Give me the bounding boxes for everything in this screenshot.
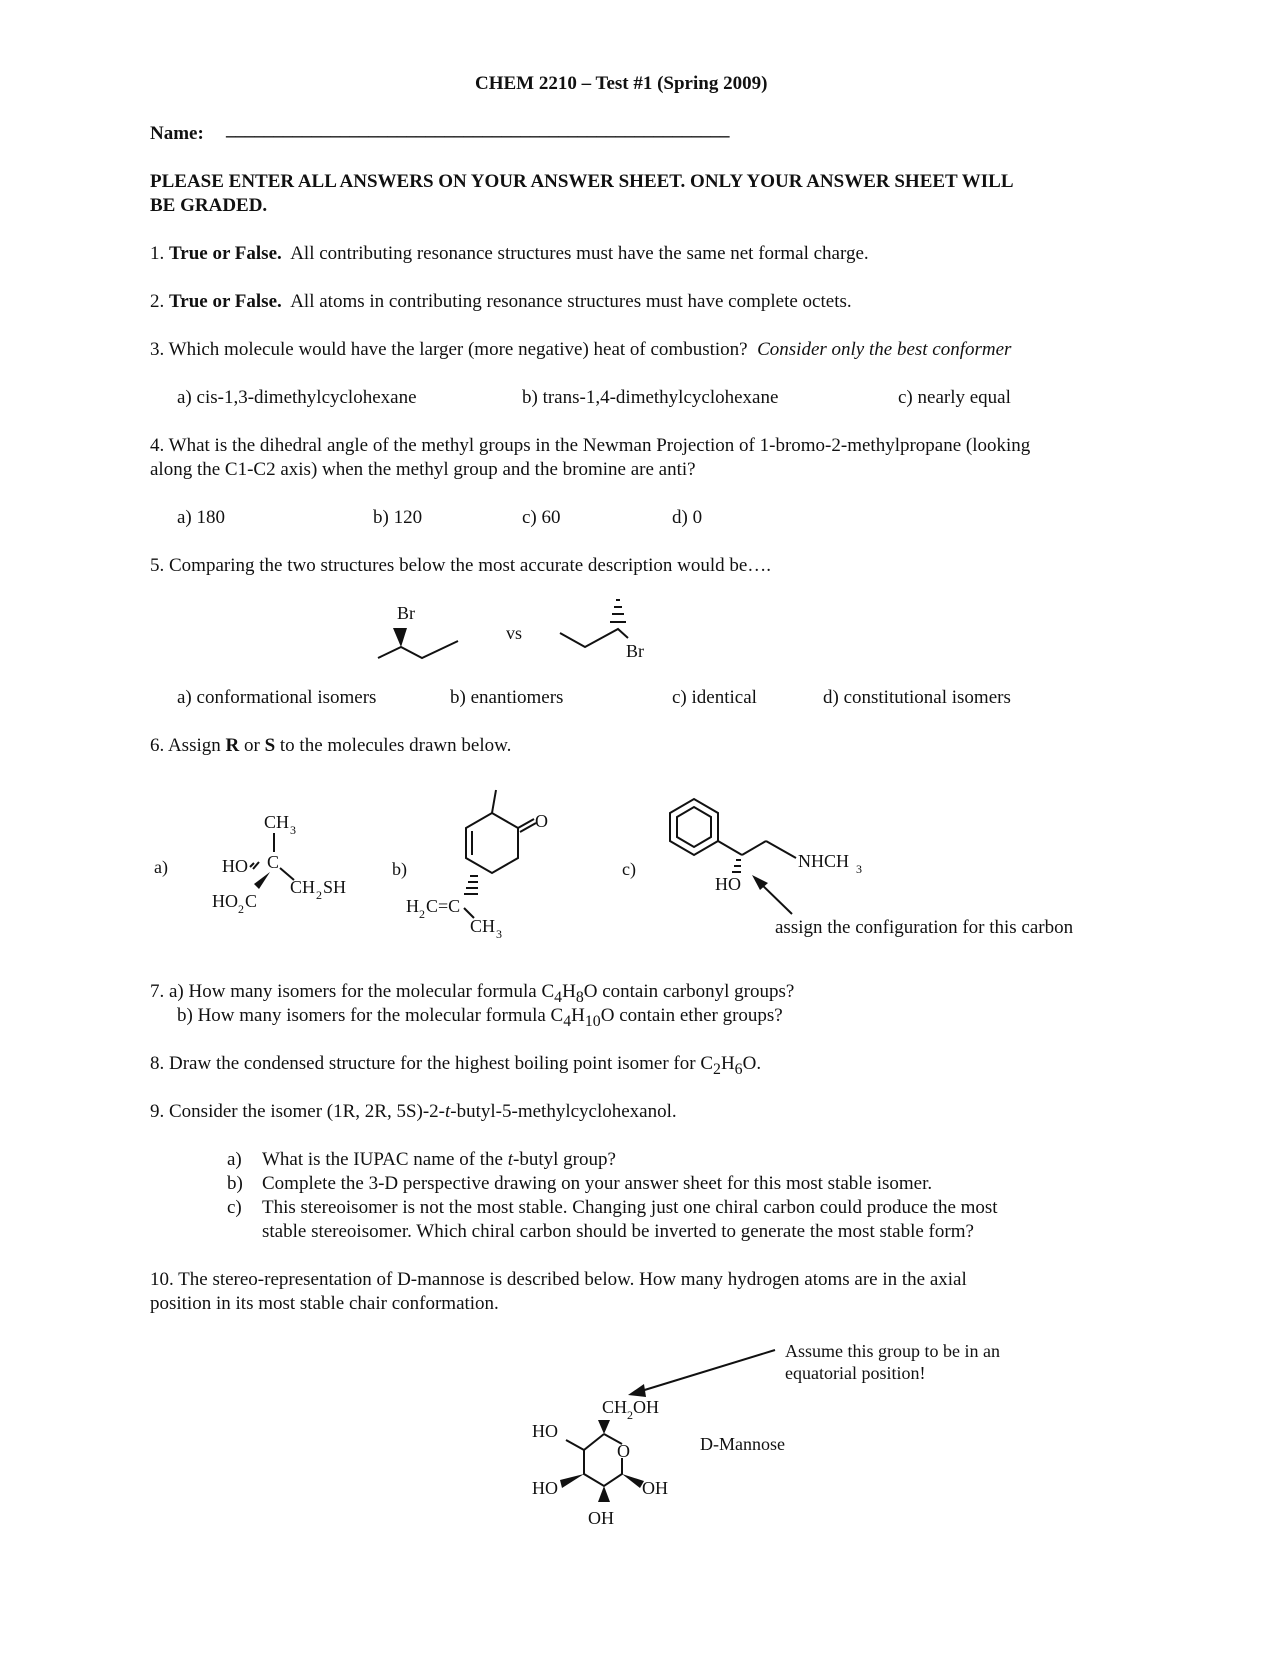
question-10: 10. The stereo-representation of D-mannose is described below. How many hydrogen atoms are in the axial xyxy=(150,1269,967,1290)
q6b-o: O xyxy=(535,811,548,831)
q6a-molecule xyxy=(150,810,380,920)
q9-t: t xyxy=(445,1101,451,1122)
q9a-pre: What is the IUPAC name of the xyxy=(262,1149,503,1170)
q5-structures xyxy=(370,600,670,670)
q4-option-a: a) 180 xyxy=(177,507,226,528)
q6-or: or xyxy=(243,735,260,756)
q9-post: -butyl-5-methylcyclohexanol. xyxy=(450,1101,677,1122)
q6b-h2c-sub: 2 xyxy=(419,907,425,921)
q10-wedge-bottom xyxy=(598,1486,610,1502)
q10-note: Assume this group to be in an xyxy=(785,1341,1000,1361)
page-title: CHEM 2210 – Test #1 (Spring 2009) xyxy=(475,73,768,94)
q5-vs: vs xyxy=(506,623,523,643)
q6b-molecule xyxy=(380,790,580,960)
q10-oh-bottom: OH xyxy=(588,1508,614,1528)
q7b-sub1: 4 xyxy=(563,1012,572,1030)
q6b-co-2 xyxy=(520,823,536,832)
question-9 xyxy=(150,1100,677,1124)
q6-r: R xyxy=(225,735,240,756)
q10-hash-bond xyxy=(566,1440,584,1450)
question-8 xyxy=(150,1052,761,1082)
q6c-label: c) xyxy=(622,859,636,879)
q3-option-b: b) trans-1,4-dimethylcyclohexane xyxy=(522,387,779,408)
q10-oh-right: OH xyxy=(642,1478,668,1498)
q7b-pre: b) How many isomers for the molecular formula C xyxy=(177,1005,564,1026)
q6a-ch2sh-sub: 2 xyxy=(316,888,322,902)
q6b-ring xyxy=(466,813,518,873)
q8-sub2: 6 xyxy=(734,1060,743,1078)
q7b-h: H xyxy=(571,1005,585,1026)
q6a-hash-a xyxy=(250,863,254,867)
q10-wedge-left xyxy=(560,1474,584,1488)
q6a-ho: HO xyxy=(222,856,248,876)
q6c-bond-1 xyxy=(718,841,742,855)
q5-option-c: c) identical xyxy=(672,687,757,708)
q2-number: 2. xyxy=(150,291,165,312)
q9a-label: a) xyxy=(227,1149,242,1170)
q9a-text xyxy=(262,1148,616,1172)
q6-s: S xyxy=(264,735,276,756)
q5-option-d: d) constitutional isomers xyxy=(823,687,1011,708)
q10-mannose-label: D-Mannose xyxy=(700,1434,785,1454)
q1-text: All contributing resonance structures must have the same net formal charge. xyxy=(290,243,869,264)
q6a-ch3: CH xyxy=(264,812,290,832)
name-label: Name: xyxy=(150,123,204,144)
q10-wedge-top xyxy=(598,1420,610,1434)
question-10-cont: position in its most stable chair conformation. xyxy=(150,1293,499,1314)
q9b-label: b) xyxy=(227,1173,243,1194)
q6a-ch2sh: CH xyxy=(290,877,316,897)
q7a-pre: 7. a) How many isomers for the molecular formula C xyxy=(150,981,555,1002)
q8-sub1: 2 xyxy=(713,1060,721,1078)
q9c-text-cont: stable stereoisomer. Which chiral carbon should be inverted to generate the most stable form? xyxy=(262,1221,974,1242)
q5-br-left: Br xyxy=(397,603,415,623)
q6a-ho2c-post: C xyxy=(245,891,258,911)
question-5: 5. Comparing the two structures below the most accurate description would be…. xyxy=(150,555,772,576)
q3-option-c: c) nearly equal xyxy=(898,387,1011,408)
q6b-ch3-sub: 3 xyxy=(496,927,502,941)
q7a-post: O contain carbonyl groups? xyxy=(583,981,795,1002)
q10-wedge-right xyxy=(622,1474,644,1488)
q6b-h2c-post: C=C xyxy=(426,896,461,916)
q6a-ch2sh-post: SH xyxy=(323,877,347,897)
q6b-co-1 xyxy=(518,819,534,828)
q1-true-false: True or False. xyxy=(169,243,282,264)
q8-pre: 8. Draw the condensed structure for the highest boiling point isomer for C xyxy=(150,1053,714,1074)
q5-right-chain xyxy=(560,629,628,647)
q6c-bond-2 xyxy=(742,841,766,855)
q6b-h2c: H xyxy=(406,896,419,916)
q10-arrow-head xyxy=(628,1384,646,1397)
q1-number: 1. xyxy=(150,243,165,264)
q6b-ch3: CH xyxy=(470,916,496,936)
q6a-ch3-sub: 3 xyxy=(290,823,296,837)
q5-option-a: a) conformational isomers xyxy=(177,687,377,708)
q8-post: O. xyxy=(742,1053,762,1074)
q6c-molecule xyxy=(610,790,1120,930)
q3-italic-note: Consider only the best conformer xyxy=(757,339,1012,360)
q6c-benzene-inner xyxy=(677,807,711,847)
q7b-sub2: 10 xyxy=(584,1012,601,1030)
q10-ho-top: HO xyxy=(532,1421,558,1441)
name-field[interactable]: _____________________________________________________ xyxy=(226,119,730,140)
q4-option-c: c) 60 xyxy=(522,507,561,528)
q6-text-post: to the molecules drawn below. xyxy=(279,735,512,756)
q9a-post: -butyl group? xyxy=(513,1149,616,1170)
instructions: PLEASE ENTER ALL ANSWERS ON YOUR ANSWER SHEET. ONLY YOUR ANSWER SHEET WILL xyxy=(150,171,1014,192)
q10-o-ring: O xyxy=(617,1441,630,1461)
q9b-text: Complete the 3-D perspective drawing on your answer sheet for this most stable isomer. xyxy=(262,1173,933,1194)
q6c-note: assign the configuration for this carbon xyxy=(775,917,1074,938)
question-2 xyxy=(150,290,852,314)
q3-option-a: a) cis-1,3-dimethylcyclohexane xyxy=(177,387,417,408)
q6c-ho: HO xyxy=(715,874,741,894)
q10-mannose-structure xyxy=(520,1340,1020,1570)
question-4: 4. What is the dihedral angle of the methyl groups in the Newman Projection of 1-bromo-2-methylpropane (looking xyxy=(150,435,1031,456)
q6c-bond-3 xyxy=(766,841,796,858)
instructions-cont: BE GRADED. xyxy=(150,195,268,216)
q7a-h: H xyxy=(562,981,576,1002)
question-6 xyxy=(150,734,511,758)
q9a-t: t xyxy=(507,1149,514,1170)
q9c-text: This stereoisomer is not the most stable. Changing just one chiral carbon could produce the most xyxy=(262,1197,998,1218)
q7a-sub1: 4 xyxy=(554,988,563,1006)
q4-option-d: d) 0 xyxy=(672,507,703,528)
q5-br-right: Br xyxy=(626,641,644,661)
q10-note-cont: equatorial position! xyxy=(785,1363,926,1383)
q6a-ho2c-sub: 2 xyxy=(238,902,244,916)
q4-option-b: b) 120 xyxy=(373,507,423,528)
question-1 xyxy=(150,242,869,266)
q2-text: All atoms in contributing resonance structures must have complete octets. xyxy=(290,291,852,312)
q5-left-chain xyxy=(378,641,458,658)
q6c-nhch3: NHCH xyxy=(798,851,850,871)
q6a-ho2c: HO xyxy=(212,891,238,911)
q5-option-b: b) enantiomers xyxy=(450,687,564,708)
q3-text: 3. Which molecule would have the larger (more negative) heat of combustion? xyxy=(150,339,748,360)
q6a-c: C xyxy=(267,852,280,872)
q6c-nhch3-sub: 3 xyxy=(856,862,862,876)
q6a-wedge xyxy=(254,872,270,889)
q9c-label: c) xyxy=(227,1197,242,1218)
q5-wedge-bond xyxy=(393,628,407,647)
q6b-methyl xyxy=(492,790,496,813)
question-7b xyxy=(177,1004,783,1034)
q8-h: H xyxy=(720,1053,735,1074)
q10-arrow-line xyxy=(638,1350,775,1392)
q6-text-pre: 6. Assign xyxy=(150,735,221,756)
question-4-cont: along the C1-C2 axis) when the methyl group and the bromine are anti? xyxy=(150,459,696,480)
q10-ho-left: HO xyxy=(532,1478,558,1498)
q9-pre: 9. Consider the isomer (1R, 2R, 5S)-2- xyxy=(150,1101,446,1122)
q6b-label: b) xyxy=(392,859,407,879)
q10-ch2oh: $CH_2OH$ xyxy=(602,1397,660,1422)
q7a-sub2: 8 xyxy=(575,988,584,1006)
q6a-label: a) xyxy=(154,857,168,877)
q2-true-false: True or False. xyxy=(169,291,282,312)
q7b-post: O contain ether groups? xyxy=(600,1005,783,1026)
question-3 xyxy=(150,338,1011,362)
